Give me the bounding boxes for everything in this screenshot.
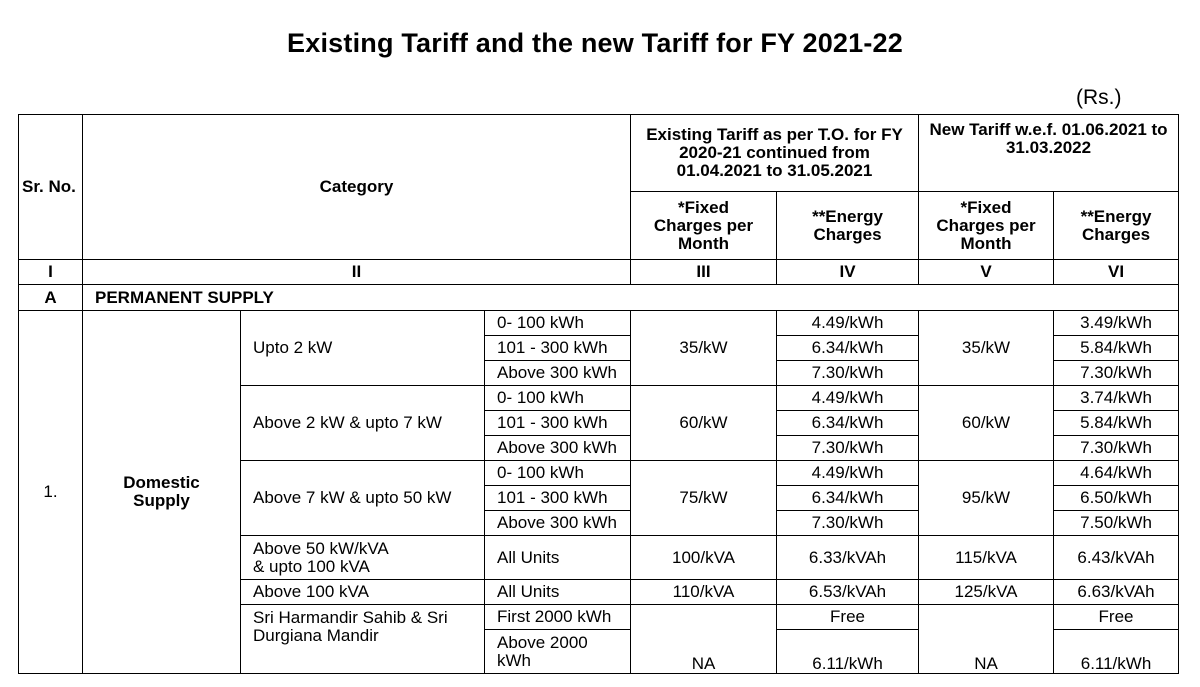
header-fixed-new-line1: *Fixed <box>960 197 1012 217</box>
slab: 101 - 300 kWh <box>485 336 631 361</box>
tariff-table <box>18 114 1179 674</box>
fixed-existing: 75/kW <box>631 461 777 536</box>
header-existing-line2: 2020-21 continued from <box>679 143 870 162</box>
load-range: Upto 2 kW <box>241 311 485 386</box>
header-fixed-new-line2: Charges per <box>936 215 1036 235</box>
slab: 101 - 300 kWh <box>485 486 631 511</box>
fixed-existing: 100/kVA <box>631 536 777 580</box>
load-range: Above 2 kW & upto 7 kW <box>241 386 485 461</box>
currency-unit: (Rs.) <box>1076 86 1122 109</box>
col-number: II <box>83 260 631 285</box>
energy-existing: 7.30/kWh <box>777 361 919 386</box>
header-fixed-existing-line1: *Fixed <box>678 197 730 217</box>
header-energy-new <box>1054 192 1179 260</box>
energy-existing: 4.49/kWh <box>777 461 919 486</box>
slab: 0- 100 kWh <box>485 311 631 336</box>
row-sr-no: 1. <box>19 311 83 674</box>
header-new-line1: New Tariff w.e.f. 01.06.2021 to <box>929 120 1168 139</box>
fixed-new: 125/kVA <box>919 580 1054 605</box>
energy-new: 7.30/kWh <box>1054 436 1179 461</box>
fixed-existing: 60/kW <box>631 386 777 461</box>
energy-existing: 6.34/kWh <box>777 336 919 361</box>
header-fixed-new-line3: Month <box>960 233 1012 253</box>
header-new-line2: 31.03.2022 <box>1005 138 1092 157</box>
col-number: I <box>19 260 83 285</box>
row-category <box>83 311 241 674</box>
header-existing-line3: 01.04.2021 to 31.05.2021 <box>676 161 873 180</box>
col-number: VI <box>1054 260 1179 285</box>
energy-existing: 7.30/kWh <box>777 511 919 536</box>
header-fixed-existing <box>631 192 777 260</box>
slab: 0- 100 kWh <box>485 461 631 486</box>
col-number: IV <box>777 260 919 285</box>
row-category-line2: Supply <box>133 491 190 510</box>
header-energy-existing <box>777 192 919 260</box>
load-range-line1: Above 50 kW/kVA <box>253 538 389 558</box>
energy-new: 5.84/kWh <box>1054 411 1179 436</box>
header-new-tariff <box>919 115 1179 192</box>
fixed-existing: 110/kVA <box>631 580 777 605</box>
energy-new: 5.84/kWh <box>1054 336 1179 361</box>
load-range: Above 100 kVA <box>241 580 485 605</box>
section-code: A <box>19 285 83 311</box>
header-energy-existing-line1: **Energy <box>812 206 883 226</box>
slab: 0- 100 kWh <box>485 386 631 411</box>
energy-existing: Free <box>777 605 919 630</box>
load-range <box>241 605 485 674</box>
slab: Above 300 kWh <box>485 361 631 386</box>
energy-existing: 4.49/kWh <box>777 311 919 336</box>
energy-new: 7.50/kWh <box>1054 511 1179 536</box>
page-title: Existing Tariff and the new Tariff for FY 2021-22 <box>287 28 903 58</box>
energy-new: 6.50/kWh <box>1054 486 1179 511</box>
load-range-line1: Sri Harmandir Sahib & Sri <box>253 608 448 627</box>
load-range-line2: Durgiana Mandir <box>253 626 379 645</box>
slab <box>485 630 631 674</box>
energy-existing: 7.30/kWh <box>777 436 919 461</box>
load-range <box>241 536 485 580</box>
slab: Above 300 kWh <box>485 436 631 461</box>
energy-new: 6.11/kWh <box>1054 630 1179 674</box>
fixed-new: 115/kVA <box>919 536 1054 580</box>
header-existing-line1: Existing Tariff as per T.O. for FY <box>646 125 903 144</box>
energy-existing: 6.34/kWh <box>777 486 919 511</box>
header-category: Category <box>83 115 631 260</box>
header-sr-no: Sr. No. <box>19 115 83 260</box>
fixed-existing: NA <box>631 605 777 674</box>
section-row <box>19 285 1179 311</box>
energy-existing: 6.53/kVAh <box>777 580 919 605</box>
fixed-new: NA <box>919 605 1054 674</box>
row-category-line1: Domestic <box>123 473 200 492</box>
slab: All Units <box>485 580 631 605</box>
header-energy-existing-line2: Charges <box>813 224 882 244</box>
slab: All Units <box>485 536 631 580</box>
fixed-existing: 35/kW <box>631 311 777 386</box>
energy-new: 7.30/kWh <box>1054 361 1179 386</box>
energy-new: 4.64/kWh <box>1054 461 1179 486</box>
energy-new: 3.49/kWh <box>1054 311 1179 336</box>
header-row-top <box>19 115 1179 192</box>
fixed-new: 60/kW <box>919 386 1054 461</box>
energy-existing: 6.34/kWh <box>777 411 919 436</box>
energy-new: 6.63/kVAh <box>1054 580 1179 605</box>
energy-existing: 4.49/kWh <box>777 386 919 411</box>
col-number: III <box>631 260 777 285</box>
fixed-new: 95/kW <box>919 461 1054 536</box>
header-energy-new-line2: Charges <box>1082 224 1151 244</box>
energy-new: 6.43/kVAh <box>1054 536 1179 580</box>
slab-line1: Above 2000 <box>497 632 588 652</box>
header-energy-new-line1: **Energy <box>1080 206 1152 226</box>
slab-line2: kWh <box>497 650 531 670</box>
fixed-new: 35/kW <box>919 311 1054 386</box>
header-fixed-existing-line3: Month <box>678 233 729 253</box>
col-number: V <box>919 260 1054 285</box>
roman-numeral-row <box>19 260 1179 285</box>
slab: 101 - 300 kWh <box>485 411 631 436</box>
header-fixed-new <box>919 192 1054 260</box>
header-fixed-existing-line2: Charges per <box>653 215 754 235</box>
energy-existing: 6.33/kVAh <box>777 536 919 580</box>
slab: First 2000 kWh <box>485 605 631 630</box>
energy-existing: 6.11/kWh <box>777 630 919 674</box>
section-label: PERMANENT SUPPLY <box>83 285 1179 311</box>
energy-new: 3.74/kWh <box>1054 386 1179 411</box>
header-existing-tariff <box>631 115 919 192</box>
load-range: Above 7 kW & upto 50 kW <box>241 461 485 536</box>
energy-new: Free <box>1054 605 1179 630</box>
table-row <box>19 311 1179 336</box>
slab: Above 300 kWh <box>485 511 631 536</box>
load-range-line2: & upto 100 kVA <box>253 556 370 576</box>
